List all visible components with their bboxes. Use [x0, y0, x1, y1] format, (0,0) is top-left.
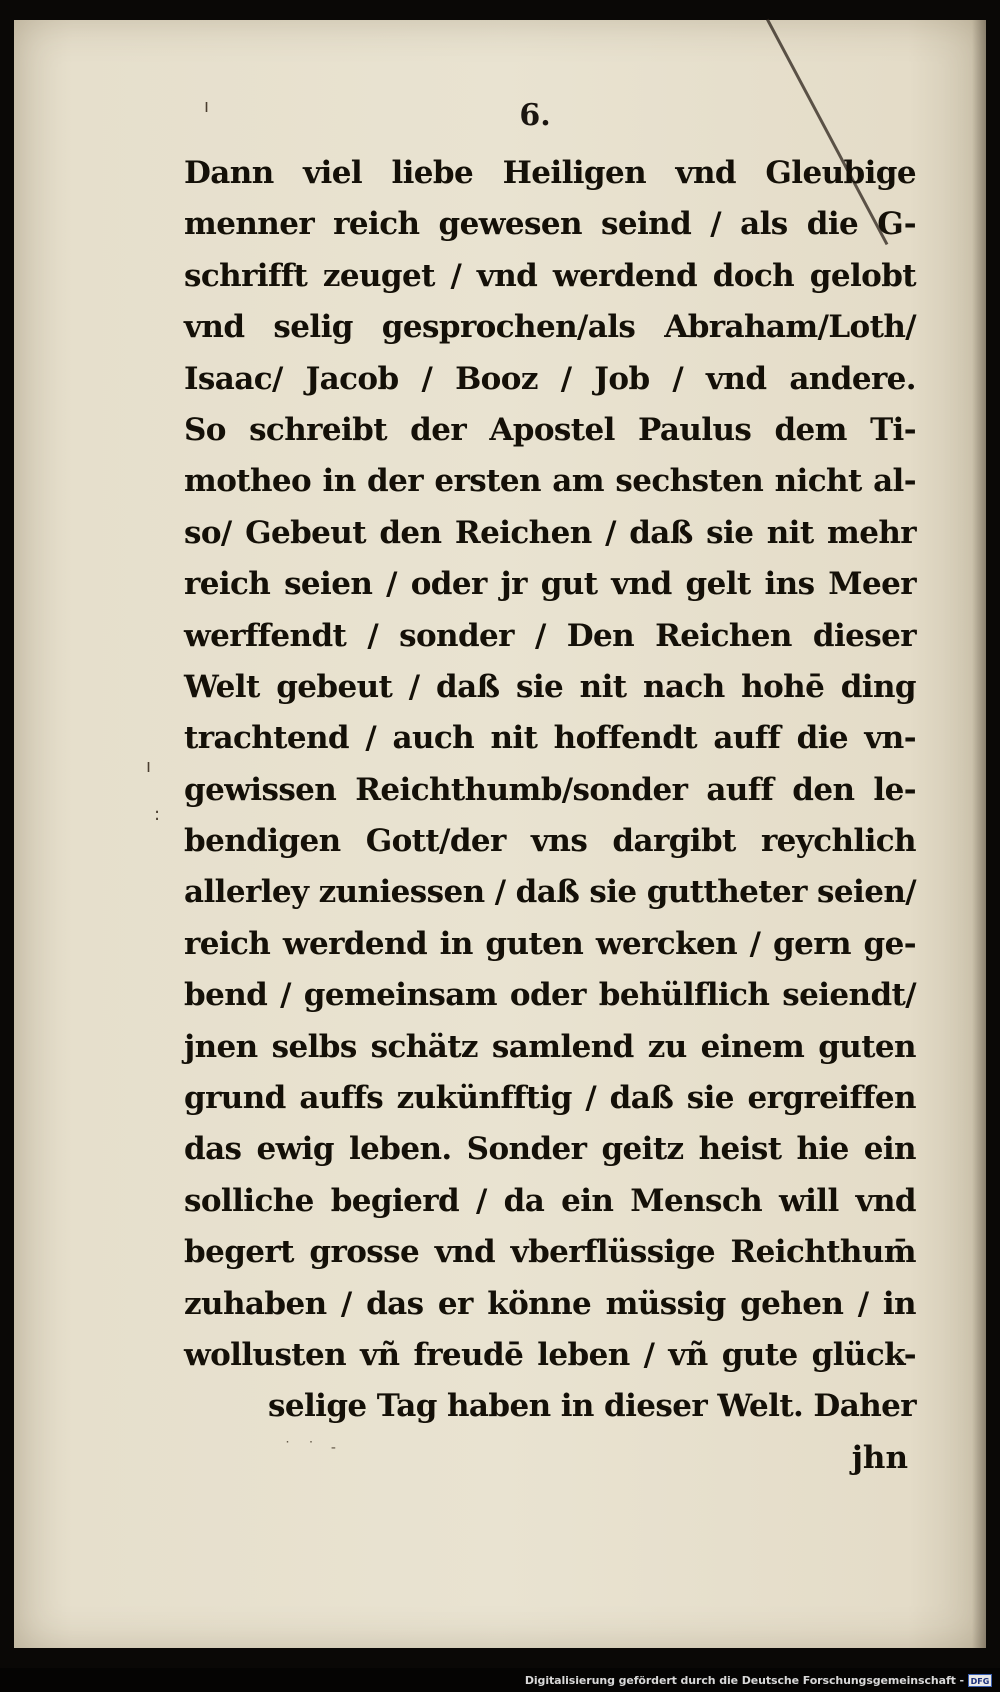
footer-bar — [0, 1668, 1000, 1692]
text-line: begert grosse vnd vberflüssige Reichthum̄ — [184, 1234, 916, 1271]
text-line: grund auffs zukünfftig / daß sie ergreiffen — [184, 1080, 916, 1117]
text-line: schrifft zeuget / vnd werdend doch gelobt — [184, 257, 916, 294]
ink-specks: ˙ ˙ - — [284, 1440, 342, 1456]
text-line: menner reich gewesen seind / als die G- — [184, 206, 916, 243]
book-page — [14, 20, 986, 1648]
page-number: 6. — [519, 98, 551, 133]
margin-speck: ı — [146, 756, 152, 777]
text-line: selige Tag haben in dieser Welt. Daher — [268, 1388, 916, 1425]
text-line: bendigen Gott/der vns dargibt reychlich — [184, 823, 916, 860]
page-edge-shadow — [972, 20, 986, 1648]
margin-speck: ı — [204, 96, 210, 117]
text-line: vnd selig gesprochen/als Abraham/Loth/ — [184, 309, 916, 346]
body-text — [184, 148, 916, 1433]
text-line: bend / gemeinsam oder behülflich seiendt/ — [184, 977, 916, 1014]
dfg-logo-icon: DFG — [968, 1674, 992, 1687]
text-line: werffendt / sonder / Den Reichen dieser — [184, 617, 916, 654]
text-line: Dann viel liebe Heiligen vnd Gleubige — [184, 155, 916, 191]
text-line: allerley zuniessen / daß sie guttheter seien/ — [184, 874, 916, 911]
text-line: trachtend / auch nit hoffendt auff die vn- — [184, 720, 916, 757]
text-line: zuhaben / das er könne müssig gehen / in — [184, 1285, 916, 1322]
catchword: jhn — [851, 1440, 908, 1476]
text-line: Welt gebeut / daß sie nit nach hohē ding — [184, 668, 916, 705]
text-line: reich seien / oder jr gut vnd gelt ins Meer — [184, 566, 916, 603]
text-line: motheo in der ersten am sechsten nicht al- — [184, 463, 916, 500]
text-line: solliche begierd / da ein Mensch will vnd — [184, 1182, 916, 1219]
text-line: jnen selbs schätz samlend zu einem guten — [184, 1028, 916, 1065]
text-line: das ewig leben. Sonder geitz heist hie ein — [184, 1131, 916, 1168]
margin-speck: : — [154, 804, 161, 825]
text-line: so/ Gebeut den Reichen / daß sie nit mehr — [184, 514, 916, 551]
text-line: reich werdend in guten wercken / gern ge- — [184, 925, 916, 962]
text-line: wollusten vñ freudē leben / vñ gute glück- — [184, 1336, 916, 1373]
text-line: So schreibt der Apostel Paulus dem Ti- — [184, 411, 916, 448]
digitization-credit: Digitalisierung gefördert durch die Deutsche Forschungsgemeinschaft - — [524, 1674, 964, 1687]
text-line: gewissen Reichthumb/sonder auff den le- — [184, 771, 916, 808]
text-line: Isaac/ Jacob / Booz / Job / vnd andere. — [184, 360, 916, 397]
